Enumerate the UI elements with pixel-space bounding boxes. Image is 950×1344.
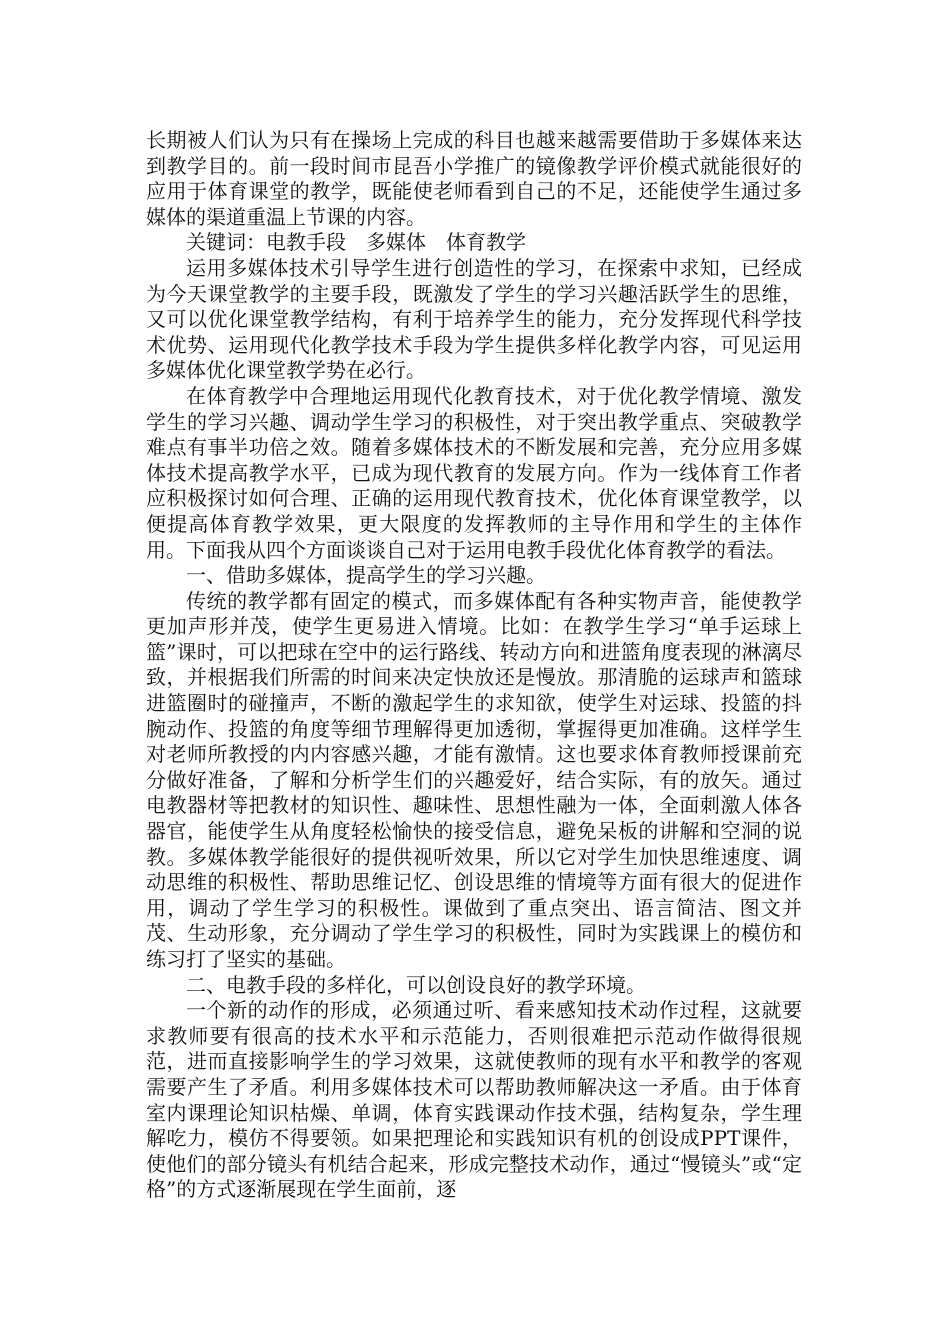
- keywords-line: 关键词：电教手段 多媒体 体育教学: [186, 230, 526, 255]
- document-page: [146, 128, 802, 1203]
- paragraph-multimedia-learning: 运用多媒体技术引导学生进行创造性的学习，在探索中求知，已经成为今天课堂教学的主要手段，既激发了学生的学习兴趣活跃学生的思维，又可以优化课堂教学结构，有利于培养学生的能力，充分发挥现代科学技术优势、运用现代化教学技术手段为学生提供多样化教学内容，可见运用多媒体优化课堂教学势在必行。: [146, 255, 802, 383]
- paragraph-section-2-body: 一个新的动作的形成，必须通过听、看来感知技术动作过程，这就要求教师要有很高的技术水平和示范能力，否则很难把示范动作做得很规范，进而直接影响学生的学习效果，这就使教师的现有水平和教学的客观需要产生了矛盾。利用多媒体技术可以帮助教师解决这一矛盾。由于体育室内课理论知识枯燥、单调，体育实践课动作技术强，结构复杂，学生理解吃力，模仿不得要领。如果把理论和实践知识有机的创设成PPT课件，使他们的部分镜头有机结合起来，形成完整技术动作，通过“慢镜头”或“定格”的方式逐渐展现在学生面前，逐: [146, 998, 802, 1202]
- section-heading-1: 一、借助多媒体，提高学生的学习兴趣。: [186, 563, 546, 588]
- paragraph-modern-education: 在体育教学中合理地运用现代化教育技术，对于优化教学情境、激发学生的学习兴趣、调动学生学习的积极性，对于突出教学重点、突破教学难点有事半功倍之效。随着多媒体技术的不断发展和完善，充分应用多媒体技术提高教学水平，已成为现代教育的发展方向。作为一线体育工作者应积极探讨如何合理、正确的运用现代教育技术，优化体育课堂教学，以便提高体育教学效果，更大限度的发挥教师的主导作用和学生的主体作用。下面我从四个方面谈谈自己对于运用电教手段优化体育教学的看法。: [146, 383, 802, 562]
- paragraph-section-1-body: 传统的教学都有固定的模式，而多媒体配有各种实物声音，能使教学更加声形并茂，使学生更易进入情境。比如：在教学生学习“单手运球上篮”课时，可以把球在空中的运行路线、转动方向和进篮角度表现的淋漓尽致，并根据我们所需的时间来决定快放还是慢放。那清脆的运球声和篮球进篮圈时的碰撞声，不断的激起学生的求知欲，使学生对运球、投篮的抖腕动作、投篮的角度等细节理解得更加透彻，掌握得更加准确。这样学生对老师所教授的内内容感兴趣，才能有激情。这也要求体育教师授课前充分做好准备，了解和分析学生们的兴趣爱好，结合实际，有的放矢。通过电教器材等把教材的知识性、趣味性、思想性融为一体，全面刺激人体各器官，能使学生从角度轻松愉快的接受信息，避免呆板的讲解和空洞的说教。多媒体教学能很好的提供视听效果，所以它对学生加快思维速度、调动思维的积极性、帮助思维记忆、创设思维的情境等方面有很大的促进作用，调动了学生学习的积极性。课做到了重点突出、语言简洁、图文并茂、生动形象，充分调动了学生学习的积极性，同时为实践课上的模仿和练习打了坚实的基础。: [146, 588, 802, 971]
- paragraph-intro: 长期被人们认为只有在操场上完成的科目也越来越需要借助于多媒体来达到教学目的。前一段时间市昆吾小学推广的镜像教学评价模式就能很好的应用于体育课堂的教学，既能使老师看到自己的不足，还能使学生通过多媒体的渠道重温上节课的内容。: [146, 128, 802, 229]
- section-heading-2: 二、电教手段的多样化，可以创设良好的教学环境。: [186, 972, 646, 997]
